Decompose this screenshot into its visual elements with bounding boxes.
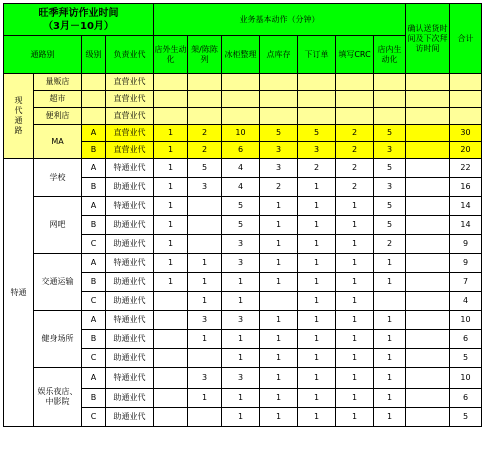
level-cell: B xyxy=(82,273,106,292)
value-cell: 3 xyxy=(298,142,336,159)
header-level: 级别 xyxy=(82,36,106,74)
value-cell: 2 xyxy=(298,159,336,178)
confirm-cell xyxy=(406,178,450,197)
confirm-cell xyxy=(406,408,450,427)
confirm-cell xyxy=(406,108,450,125)
value-cell xyxy=(154,91,188,108)
confirm-cell xyxy=(406,349,450,368)
value-cell xyxy=(260,91,298,108)
value-cell xyxy=(298,108,336,125)
header-c3: 冰柜整理 xyxy=(222,36,260,74)
value-cell: 3 xyxy=(222,311,260,330)
confirm-cell xyxy=(406,368,450,389)
value-cell xyxy=(154,74,188,91)
level-cell: A xyxy=(82,368,106,389)
owner-cell: 特通业代 xyxy=(106,254,154,273)
value-cell: 1 xyxy=(374,254,406,273)
table-row xyxy=(4,254,482,273)
value-cell xyxy=(260,74,298,91)
value-cell xyxy=(188,349,222,368)
confirm-cell xyxy=(406,159,450,178)
total-cell: 16 xyxy=(450,178,482,197)
value-cell xyxy=(374,292,406,311)
value-cell: 1 xyxy=(154,254,188,273)
value-cell: 1 xyxy=(260,254,298,273)
confirm-cell xyxy=(406,91,450,108)
level-cell: C xyxy=(82,349,106,368)
value-cell: 1 xyxy=(260,349,298,368)
level-cell: B xyxy=(82,142,106,159)
value-cell: 1 xyxy=(374,311,406,330)
total-cell: 6 xyxy=(450,330,482,349)
sub-channel: 量贩店 xyxy=(34,74,82,91)
level-cell: C xyxy=(82,408,106,427)
value-cell xyxy=(222,108,260,125)
total-cell: 30 xyxy=(450,125,482,142)
group-modern-label: 现代通路 xyxy=(14,96,23,135)
total-cell: 9 xyxy=(450,235,482,254)
value-cell: 1 xyxy=(154,273,188,292)
table-row xyxy=(4,159,482,178)
sub-channel: 健身场所 xyxy=(34,311,82,368)
value-cell xyxy=(374,108,406,125)
group-header: 业务基本动作（分钟） xyxy=(154,4,406,36)
value-cell: 2 xyxy=(374,235,406,254)
value-cell: 1 xyxy=(374,408,406,427)
value-cell: 1 xyxy=(336,235,374,254)
value-cell: 1 xyxy=(336,292,374,311)
value-cell: 1 xyxy=(298,389,336,408)
value-cell: 1 xyxy=(260,197,298,216)
value-cell: 10 xyxy=(222,125,260,142)
header-c1: 店外生动化 xyxy=(154,36,188,74)
value-cell: 1 xyxy=(336,349,374,368)
value-cell: 1 xyxy=(188,273,222,292)
level-cell: B xyxy=(82,216,106,235)
value-cell: 1 xyxy=(188,254,222,273)
value-cell: 5 xyxy=(260,125,298,142)
title-line1: 旺季拜访作业时间 xyxy=(38,7,119,19)
value-cell: 1 xyxy=(298,292,336,311)
title-line2: （3月－10月） xyxy=(43,20,114,32)
value-cell: 3 xyxy=(374,178,406,197)
value-cell: 3 xyxy=(222,368,260,389)
value-cell: 1 xyxy=(374,273,406,292)
sub-channel: 便利店 xyxy=(34,108,82,125)
value-cell: 5 xyxy=(374,197,406,216)
level-cell: A xyxy=(82,197,106,216)
level-cell xyxy=(82,91,106,108)
value-cell xyxy=(154,368,188,389)
value-cell: 2 xyxy=(260,178,298,197)
owner-cell: 助通业代 xyxy=(106,273,154,292)
value-cell: 1 xyxy=(154,178,188,197)
value-cell xyxy=(188,74,222,91)
level-cell: A xyxy=(82,125,106,142)
value-cell xyxy=(222,91,260,108)
total-cell: 9 xyxy=(450,254,482,273)
confirm-cell xyxy=(406,389,450,408)
value-cell xyxy=(154,292,188,311)
level-cell: B xyxy=(82,178,106,197)
owner-cell: 特通业代 xyxy=(106,197,154,216)
confirm-cell xyxy=(406,254,450,273)
value-cell xyxy=(298,74,336,91)
value-cell: 1 xyxy=(336,330,374,349)
header-c4: 点库存 xyxy=(260,36,298,74)
value-cell: 5 xyxy=(298,125,336,142)
value-cell: 1 xyxy=(260,235,298,254)
table-row xyxy=(4,311,482,330)
owner-cell: 助通业代 xyxy=(106,408,154,427)
value-cell xyxy=(374,91,406,108)
value-cell: 3 xyxy=(260,142,298,159)
total-cell: 10 xyxy=(450,368,482,389)
owner-cell: 直营业代 xyxy=(106,91,154,108)
value-cell: 4 xyxy=(222,178,260,197)
value-cell: 4 xyxy=(222,159,260,178)
value-cell: 1 xyxy=(188,389,222,408)
sub-channel: 娱乐夜店、中影院 xyxy=(34,368,82,427)
level-cell: A xyxy=(82,311,106,330)
owner-cell: 助通业代 xyxy=(106,330,154,349)
header-owner: 负责业代 xyxy=(106,36,154,74)
header-c2: 架/陈陈列 xyxy=(188,36,222,74)
level-cell: A xyxy=(82,159,106,178)
value-cell: 1 xyxy=(336,408,374,427)
value-cell: 3 xyxy=(188,311,222,330)
total-cell: 5 xyxy=(450,408,482,427)
sub-channel: 网吧 xyxy=(34,197,82,254)
confirm-cell xyxy=(406,197,450,216)
value-cell: 5 xyxy=(222,216,260,235)
value-cell: 1 xyxy=(188,292,222,311)
value-cell: 3 xyxy=(188,178,222,197)
level-cell xyxy=(82,108,106,125)
value-cell: 2 xyxy=(188,142,222,159)
owner-cell: 特通业代 xyxy=(106,368,154,389)
value-cell: 1 xyxy=(154,216,188,235)
value-cell: 1 xyxy=(298,330,336,349)
value-cell: 1 xyxy=(222,330,260,349)
value-cell: 1 xyxy=(222,389,260,408)
total-cell: 14 xyxy=(450,216,482,235)
value-cell xyxy=(298,91,336,108)
total-cell: 22 xyxy=(450,159,482,178)
value-cell: 1 xyxy=(298,216,336,235)
value-cell: 1 xyxy=(336,216,374,235)
total-cell xyxy=(450,108,482,125)
value-cell xyxy=(154,311,188,330)
owner-cell: 助通业代 xyxy=(106,235,154,254)
total-cell: 14 xyxy=(450,197,482,216)
value-cell: 3 xyxy=(222,235,260,254)
value-cell: 5 xyxy=(222,197,260,216)
value-cell: 1 xyxy=(374,389,406,408)
owner-cell: 助通业代 xyxy=(106,178,154,197)
value-cell: 1 xyxy=(336,197,374,216)
level-cell: C xyxy=(82,292,106,311)
confirm-cell xyxy=(406,311,450,330)
value-cell xyxy=(154,330,188,349)
total-cell xyxy=(450,91,482,108)
total-cell: 20 xyxy=(450,142,482,159)
header-channel: 通路别 xyxy=(4,36,82,74)
header-total: 合计 xyxy=(450,4,482,74)
header-confirm: 确认送货时间及下次拜访时间 xyxy=(406,4,450,74)
value-cell: 1 xyxy=(298,273,336,292)
owner-cell: 助通业代 xyxy=(106,292,154,311)
value-cell: 1 xyxy=(298,235,336,254)
total-cell: 5 xyxy=(450,349,482,368)
value-cell: 1 xyxy=(298,349,336,368)
value-cell: 1 xyxy=(154,125,188,142)
total-cell: 6 xyxy=(450,389,482,408)
value-cell: 1 xyxy=(260,389,298,408)
value-cell: 1 xyxy=(374,368,406,389)
table-row xyxy=(4,197,482,216)
value-cell: 1 xyxy=(374,330,406,349)
value-cell: 1 xyxy=(298,254,336,273)
level-cell: B xyxy=(82,389,106,408)
sub-channel: 交通运输 xyxy=(34,254,82,311)
value-cell: 5 xyxy=(188,159,222,178)
value-cell: 2 xyxy=(336,142,374,159)
total-cell: 10 xyxy=(450,311,482,330)
value-cell xyxy=(260,108,298,125)
confirm-cell xyxy=(406,74,450,91)
group-modern xyxy=(4,74,34,159)
confirm-cell xyxy=(406,292,450,311)
value-cell: 1 xyxy=(222,349,260,368)
value-cell: 1 xyxy=(336,254,374,273)
value-cell: 1 xyxy=(298,408,336,427)
value-cell: 1 xyxy=(336,311,374,330)
owner-cell: 直营业代 xyxy=(106,74,154,91)
value-cell: 1 xyxy=(222,408,260,427)
value-cell: 2 xyxy=(336,125,374,142)
value-cell: 5 xyxy=(374,159,406,178)
value-cell: 1 xyxy=(298,178,336,197)
sub-channel: 超市 xyxy=(34,91,82,108)
group-special: 特通 xyxy=(4,159,34,427)
owner-cell: 助通业代 xyxy=(106,389,154,408)
value-cell: 1 xyxy=(260,311,298,330)
value-cell: 1 xyxy=(154,159,188,178)
value-cell: 1 xyxy=(260,273,298,292)
header-c7: 店内生动化 xyxy=(374,36,406,74)
header-c6: 填写CRC xyxy=(336,36,374,74)
value-cell xyxy=(188,408,222,427)
value-cell xyxy=(260,292,298,311)
owner-cell: 特通业代 xyxy=(106,159,154,178)
value-cell: 5 xyxy=(374,216,406,235)
table-row xyxy=(4,91,482,108)
value-cell xyxy=(154,389,188,408)
total-cell: 4 xyxy=(450,292,482,311)
value-cell xyxy=(188,108,222,125)
confirm-cell xyxy=(406,235,450,254)
confirm-cell xyxy=(406,142,450,159)
sub-channel: MA xyxy=(34,125,82,159)
value-cell: 1 xyxy=(154,142,188,159)
value-cell xyxy=(188,197,222,216)
value-cell xyxy=(154,349,188,368)
value-cell xyxy=(336,74,374,91)
value-cell: 1 xyxy=(260,368,298,389)
value-cell: 1 xyxy=(374,349,406,368)
value-cell: 6 xyxy=(222,142,260,159)
table-row xyxy=(4,125,482,142)
value-cell: 3 xyxy=(222,254,260,273)
value-cell: 1 xyxy=(298,311,336,330)
value-cell xyxy=(188,91,222,108)
table-row xyxy=(4,108,482,125)
value-cell: 1 xyxy=(336,368,374,389)
sub-channel: 学校 xyxy=(34,159,82,197)
value-cell xyxy=(336,108,374,125)
value-cell xyxy=(188,216,222,235)
value-cell: 1 xyxy=(260,330,298,349)
value-cell: 2 xyxy=(336,178,374,197)
value-cell: 1 xyxy=(260,408,298,427)
value-cell: 1 xyxy=(154,197,188,216)
value-cell xyxy=(154,108,188,125)
value-cell: 5 xyxy=(374,125,406,142)
value-cell: 1 xyxy=(298,197,336,216)
owner-cell: 直营业代 xyxy=(106,142,154,159)
value-cell: 1 xyxy=(188,330,222,349)
total-cell xyxy=(450,74,482,91)
confirm-cell xyxy=(406,273,450,292)
owner-cell: 助通业代 xyxy=(106,216,154,235)
owner-cell: 直营业代 xyxy=(106,125,154,142)
value-cell: 3 xyxy=(188,368,222,389)
value-cell xyxy=(374,74,406,91)
confirm-cell xyxy=(406,125,450,142)
value-cell: 1 xyxy=(222,292,260,311)
header-c5: 下订单 xyxy=(298,36,336,74)
work-time-table xyxy=(3,3,482,427)
value-cell: 1 xyxy=(298,368,336,389)
value-cell: 1 xyxy=(336,389,374,408)
value-cell: 3 xyxy=(374,142,406,159)
confirm-cell xyxy=(406,216,450,235)
level-cell: A xyxy=(82,254,106,273)
value-cell: 1 xyxy=(336,273,374,292)
value-cell xyxy=(188,235,222,254)
level-cell: B xyxy=(82,330,106,349)
confirm-cell xyxy=(406,330,450,349)
value-cell xyxy=(154,408,188,427)
table-row xyxy=(4,74,482,91)
value-cell xyxy=(222,74,260,91)
table-title xyxy=(4,4,154,36)
table-row xyxy=(4,368,482,389)
owner-cell: 特通业代 xyxy=(106,311,154,330)
owner-cell: 助通业代 xyxy=(106,349,154,368)
value-cell: 1 xyxy=(260,216,298,235)
total-cell: 7 xyxy=(450,273,482,292)
value-cell xyxy=(336,91,374,108)
value-cell: 1 xyxy=(154,235,188,254)
value-cell: 3 xyxy=(260,159,298,178)
level-cell: C xyxy=(82,235,106,254)
owner-cell: 直营业代 xyxy=(106,108,154,125)
value-cell: 2 xyxy=(336,159,374,178)
value-cell: 2 xyxy=(188,125,222,142)
level-cell xyxy=(82,74,106,91)
value-cell: 1 xyxy=(222,273,260,292)
